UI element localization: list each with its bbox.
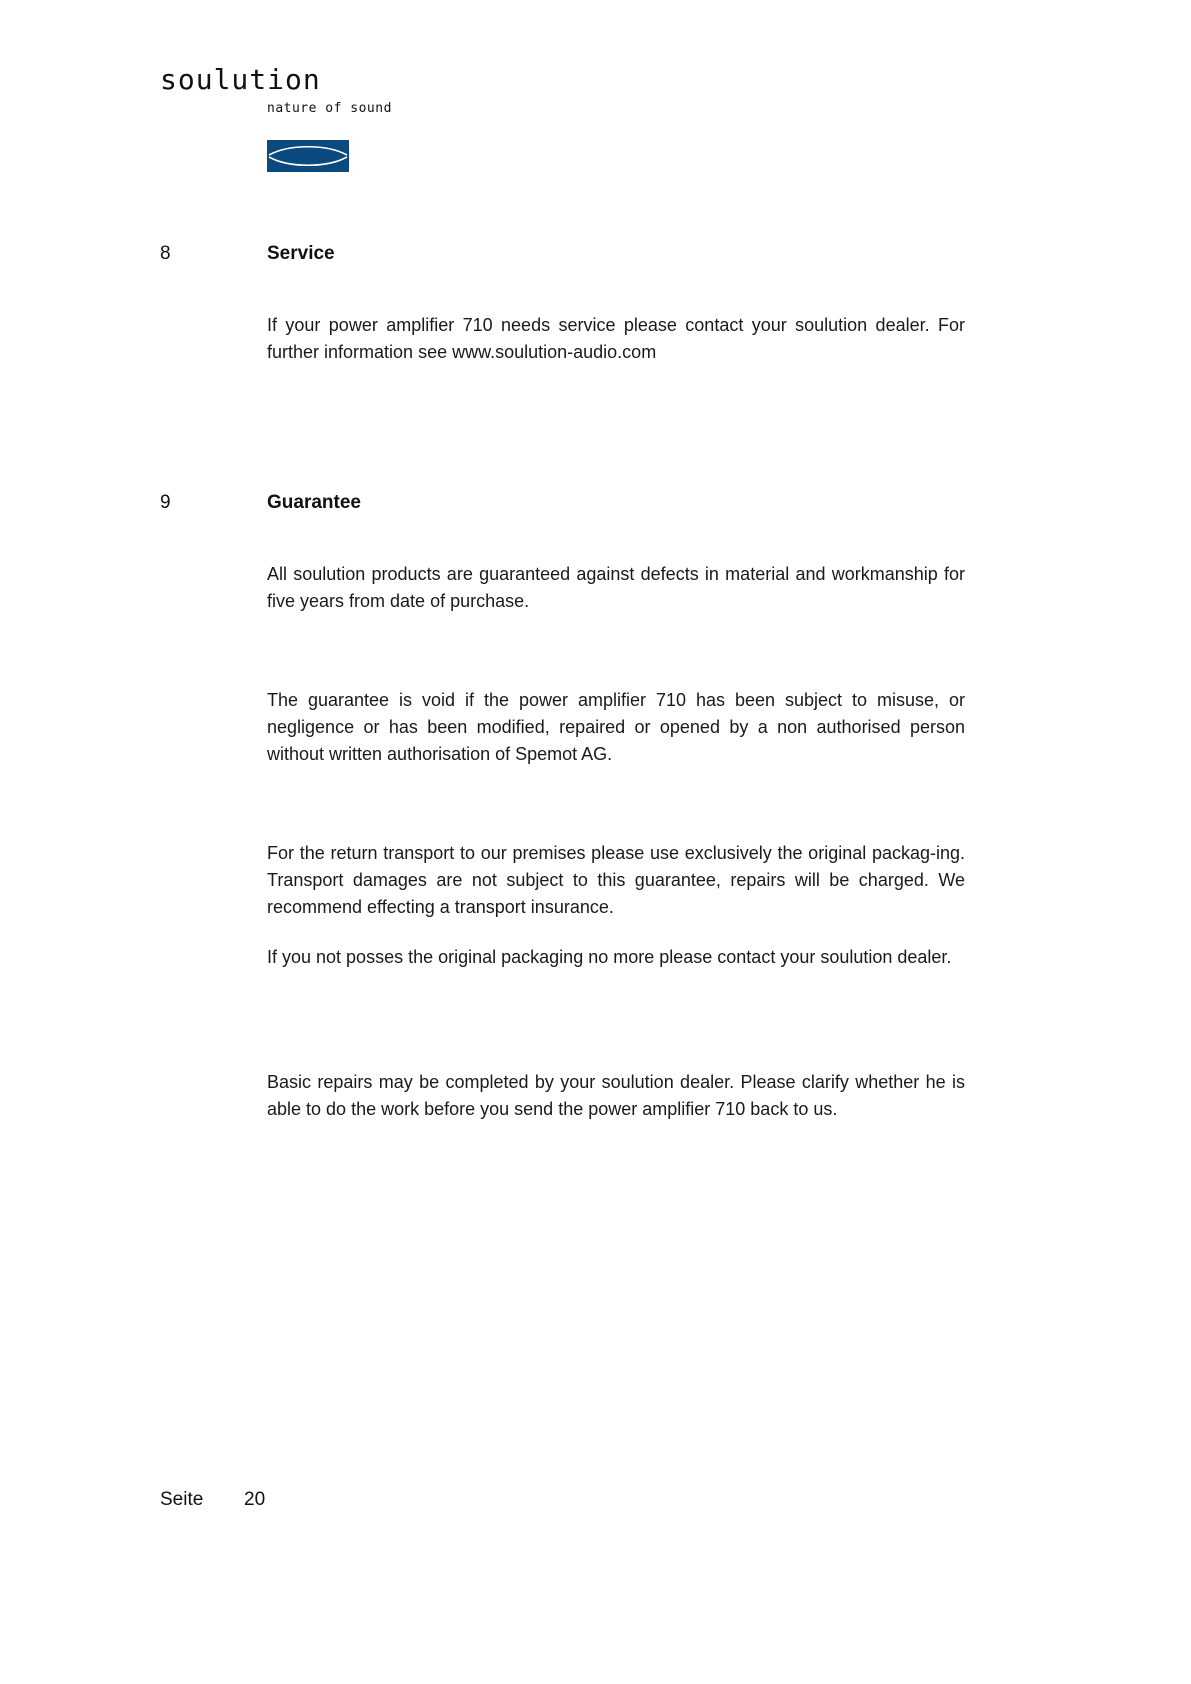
section-number-service: 8 (160, 243, 171, 264)
guarantee-paragraph-period: All soulution products are guaranteed against defects in material and workmanship for five years from date of purchase. (267, 564, 965, 611)
wave-logo-icon (267, 140, 349, 172)
service-paragraph: If your power amplifier 710 needs service please contact your soulution dealer. For further information see www.soulution-audio.com (267, 315, 965, 362)
section-title-service: Service (267, 243, 335, 264)
brand-tagline: nature of sound (267, 101, 392, 116)
section-number-guarantee: 9 (160, 492, 171, 513)
footer-page-label: Seite (160, 1489, 204, 1510)
section-title-guarantee: Guarantee (267, 492, 361, 513)
guarantee-paragraph-void: The guarantee is void if the power amplifier 710 has been subject to misuse, or negligence or has been modified, repaired or opened by a non authorised person without written authorisation of Spemot AG. (267, 690, 965, 764)
guarantee-paragraph-repairs: Basic repairs may be completed by your soulution dealer. Please clarify whether he is able to do the work before you send the power amplifier 710 back to us. (267, 1072, 965, 1119)
guarantee-paragraph-transport: For the return transport to our premises please use exclusively the original packag-ing. Transport damages are not subject to this guarantee, repairs will be charged. We recommend effecting a transport insurance. (267, 843, 965, 917)
brand-name: soulution (160, 63, 321, 96)
guarantee-paragraph-packaging: If you not posses the original packaging no more please contact your soulution dealer. (267, 947, 952, 967)
logo-badge-background (267, 140, 349, 172)
footer-page-number: 20 (244, 1489, 266, 1510)
